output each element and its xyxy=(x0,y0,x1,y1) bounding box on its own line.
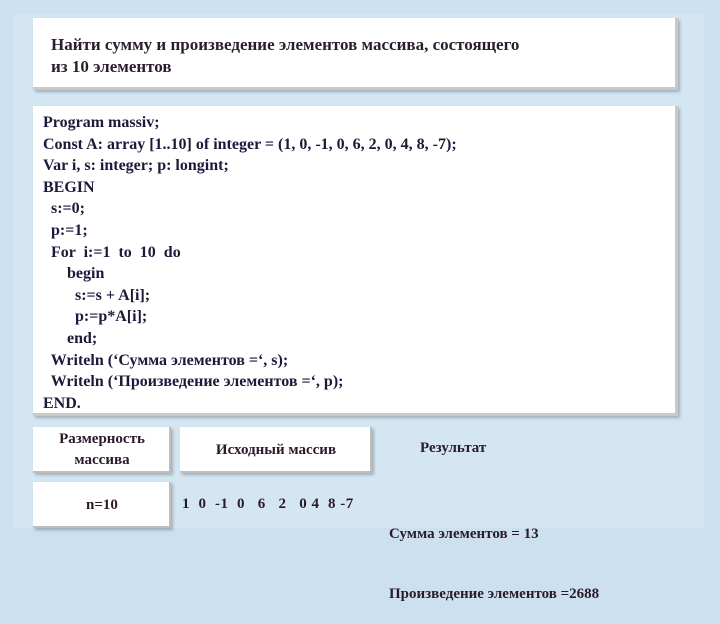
code-line: Var i, s: integer; p: longint; xyxy=(43,157,229,175)
code-line: p:=p*A[i]; xyxy=(43,308,148,326)
code-line: end; xyxy=(43,329,98,347)
code-line: For i:=1 to 10 do xyxy=(43,243,181,261)
code-line: BEGIN xyxy=(43,178,95,196)
code-line: begin xyxy=(43,265,105,283)
array-size-label-line-1: Размерность xyxy=(59,431,145,447)
code-listing xyxy=(43,112,672,414)
product-result: Произведение элементов =2688 xyxy=(389,586,600,602)
code-line: END. xyxy=(43,394,81,412)
sum-result: Сумма элементов = 13 xyxy=(389,526,539,542)
result-label: Результат xyxy=(420,440,487,456)
code-listing-box xyxy=(33,106,678,416)
task-title xyxy=(51,34,668,78)
task-title-line-2: из 10 элементов xyxy=(51,57,172,76)
result-values xyxy=(389,484,599,624)
code-line: s:=s + A[i]; xyxy=(43,286,151,304)
task-title-box xyxy=(33,18,678,90)
array-size-label xyxy=(33,427,171,473)
source-array-values: 1 0 -1 0 6 2 0 4 8 -7 xyxy=(182,496,354,512)
code-line: s:=0; xyxy=(43,200,85,218)
code-line: Program massiv; xyxy=(43,114,160,131)
code-line: p:=1; xyxy=(43,221,88,239)
array-size-value: n=10 xyxy=(33,482,171,528)
task-title-line-1: Найти сумму и произведение элементов массива, состоящего xyxy=(51,35,520,54)
code-line: Writeln (‘Сумма элементов =‘, s); xyxy=(43,351,289,369)
code-line: Writeln (‘Произведение элементов =‘, p); xyxy=(43,373,344,391)
code-line: Const A: array [1..10] of integer = (1, 0, -1, 0, 6, 2, 0, 4, 8, -7); xyxy=(43,135,457,153)
source-array-label: Исходный массив xyxy=(180,427,372,473)
array-size-label-line-2: массива xyxy=(74,452,130,468)
